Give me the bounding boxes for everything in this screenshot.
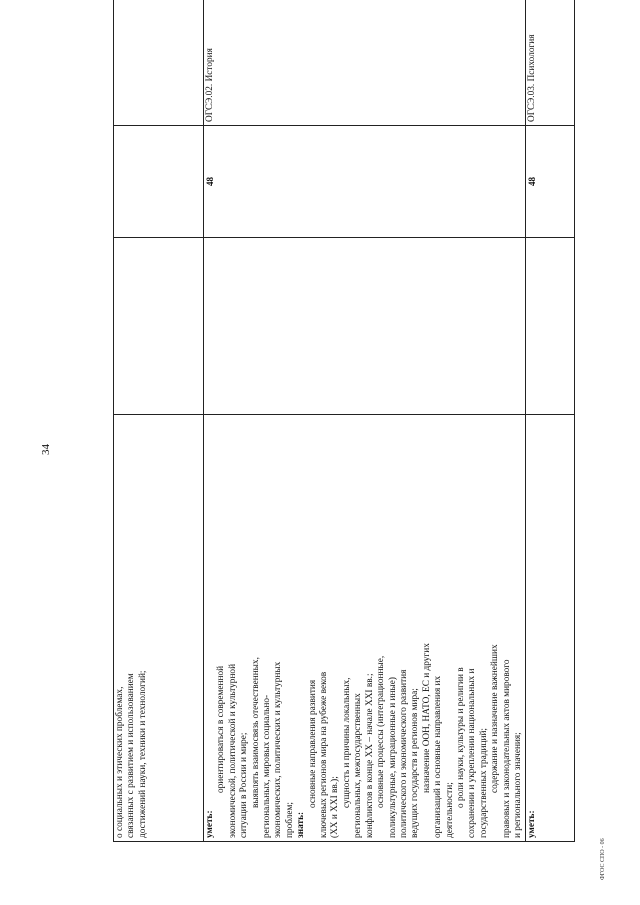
text-line: региональных, мировых социально- [262,694,273,838]
text-line: (XX и XXI вв.); [330,776,341,838]
empty-cell [204,238,526,415]
text-line: ситуации в России и мире; [239,732,250,838]
discipline-cell: ОГСЭ.02. История [204,0,526,126]
table-row [526,0,575,842]
discipline-cell: ОГСЭ.03. Психология [526,0,575,126]
hours-cell: 48 [204,126,526,238]
text-line: проблем; [284,801,295,838]
text-line: содержание и назначение важнейших [490,644,501,793]
hours-cell [114,126,204,238]
text-line: сущность и причины локальных, [341,677,352,808]
text-line: выявлять взаимосвязь отечественных, [250,657,261,808]
hours-cell: 48 [526,126,575,238]
footer-code: ФГОС СПО - 06 [600,838,606,880]
text-line: о роли науки, культуры и религии в [455,667,466,808]
text-line: связанных с развитием и использованием [126,673,137,838]
know-label: знать: [296,811,307,838]
discipline-cell [114,0,204,126]
text-line: правовых и законодательных актов мирового [501,659,512,838]
text-line: достижений науки, техники и технологий; [137,670,148,838]
skills-label: уметь: [527,810,538,838]
text-line: ведущих государств и регионов мира; [410,688,421,838]
empty-cell [114,238,204,415]
text-line: ключевых регионов мира на рубеже веков [319,671,330,838]
skills-label: уметь: [205,810,215,838]
competence-cell [114,415,204,842]
text-line: основные процессы (интеграционные, [376,655,387,808]
empty-cell [526,238,575,415]
text-line: назначение ООН, НАТО, ЕС и других [421,643,432,793]
table-row [114,0,204,842]
text-line: региональных, межгосударственных [353,693,364,838]
text-line: политического и экономического развития [398,669,409,838]
text-line: государственных традиций; [478,727,489,838]
text-line: деятельности; [444,782,455,838]
text-line: конфликтов в конце XX – начале XXI вв.; [364,673,375,838]
text-line: организаций и основные направления их [433,675,444,838]
text-line: ориентироваться в современной [216,665,227,793]
rotated-table-block [113,34,578,842]
table-row [204,0,526,842]
text-line: и регионального значения; [512,732,523,838]
competence-cell [204,415,526,842]
curriculum-table [113,0,575,842]
text-line: экономической, политической и культурной [227,663,238,838]
text-line: экономических, политических и культурных [273,661,284,838]
page-number: 34 [40,444,52,455]
text-line: основные направления развития [307,679,318,808]
text-line: сохранении и укреплении национальных и [467,668,478,838]
text-line: о социальных и этических проблемах, [115,686,125,838]
text-line: поликультурные, миграционные и иные) [387,677,398,838]
competence-cell [526,415,575,842]
